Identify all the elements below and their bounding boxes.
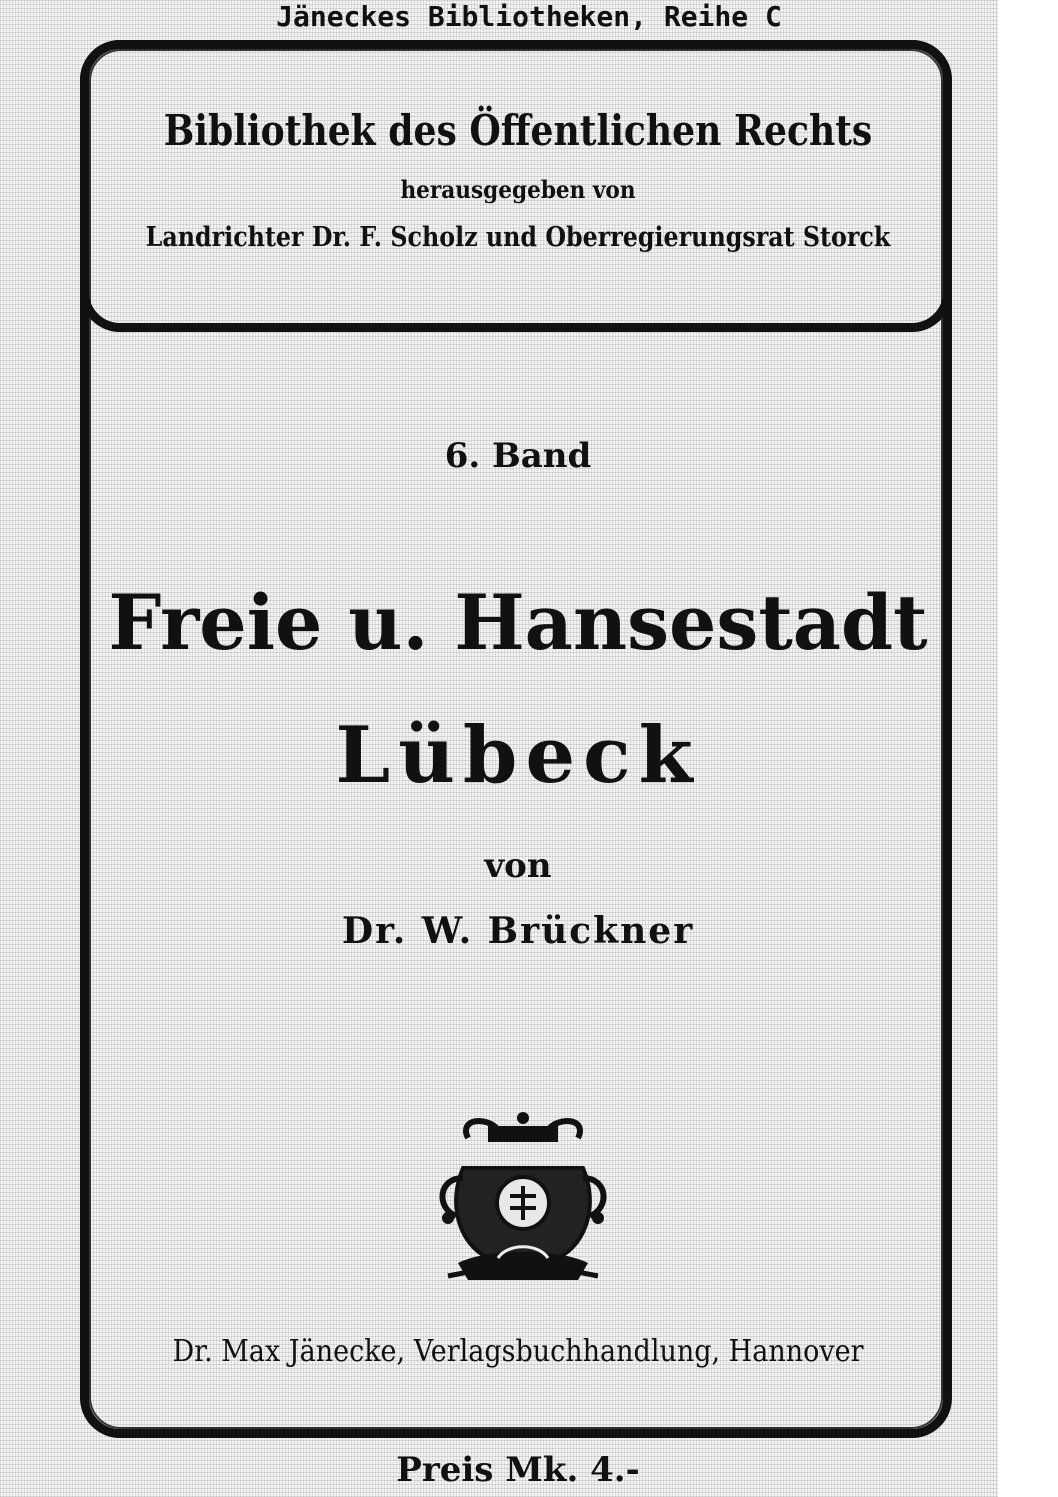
- publisher: Dr. Max Jänecke, Verlagsbuchhandlung, Hannover: [172, 1334, 864, 1369]
- library-title: Bibliothek des Öffentlichen Rechts: [163, 106, 873, 155]
- editors-intro: herausgegeben von: [400, 175, 636, 204]
- by-label: von: [484, 846, 552, 886]
- book-title-line-1: Freie u. Hansestadt: [108, 578, 928, 667]
- series-line: Jäneckes Bibliotheken, Reihe C: [276, 0, 782, 33]
- book-title-line-2: Lübeck: [335, 710, 701, 801]
- editors: Landrichter Dr. F. Scholz und Oberregierungsrat Storck: [145, 222, 891, 253]
- ship-emblem-icon: [428, 1108, 618, 1288]
- volume-number: 6. Band: [444, 436, 592, 476]
- price-label: Preis Mk. 4.-: [396, 1450, 640, 1490]
- author-name: Dr. W. Brückner: [341, 910, 695, 952]
